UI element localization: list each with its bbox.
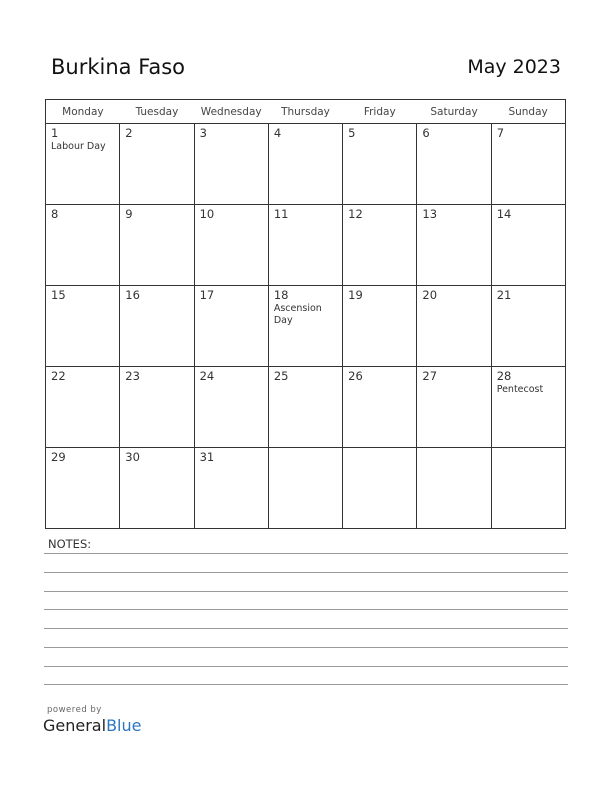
- day-cell: [268, 124, 342, 205]
- day-number: 19: [348, 288, 363, 302]
- day-cell: [417, 448, 491, 529]
- weekday-header: Friday: [343, 100, 417, 124]
- powered-by-text: powered by: [47, 705, 102, 715]
- day-number: 8: [51, 207, 59, 221]
- day-number: 10: [199, 207, 215, 221]
- calendar-week-row: [46, 367, 566, 448]
- day-number: 28: [496, 369, 512, 383]
- day-cell: [194, 286, 268, 367]
- day-number: 25: [273, 369, 289, 383]
- country-title: Burkina Faso: [51, 55, 186, 79]
- day-number: 5: [348, 126, 356, 140]
- day-cell: [491, 124, 565, 205]
- day-number: 22: [51, 369, 66, 383]
- day-cell: [46, 205, 120, 286]
- day-number: 27: [422, 369, 438, 383]
- month-title: May 2023: [467, 56, 561, 78]
- day-cell: [343, 448, 417, 529]
- notes-line: [44, 666, 568, 667]
- day-cell: [417, 286, 491, 367]
- day-cell: [491, 448, 565, 529]
- weekday-header: Monday: [46, 100, 120, 124]
- day-number: 2: [125, 126, 133, 140]
- day-number: 26: [348, 369, 363, 383]
- day-number: 20: [422, 288, 438, 302]
- day-number: 3: [199, 126, 207, 140]
- day-number: 7: [496, 126, 505, 140]
- weekday-header-row: [46, 100, 566, 124]
- weekday-header: Thursday: [268, 100, 342, 124]
- day-cell: [491, 367, 565, 448]
- day-cell: [120, 286, 194, 367]
- day-cell: [268, 448, 342, 529]
- day-number: 4: [273, 126, 282, 140]
- day-cell: [194, 205, 268, 286]
- day-cell: [417, 367, 491, 448]
- notes-line: [44, 609, 568, 610]
- day-cell: [343, 286, 417, 367]
- day-cell: [268, 205, 342, 286]
- day-number: 1: [51, 126, 59, 140]
- day-cell: [194, 448, 268, 529]
- day-cell: [268, 286, 342, 367]
- notes-line: [44, 647, 568, 648]
- day-number: 21: [496, 288, 512, 302]
- day-number: 14: [496, 207, 512, 221]
- holiday-label: Ascension Day: [273, 303, 322, 326]
- calendar-week-row: [46, 286, 566, 367]
- day-cell: [46, 124, 120, 205]
- day-number: 23: [125, 369, 140, 383]
- notes-line: [44, 684, 568, 685]
- day-cell: [194, 124, 268, 205]
- calendar-week-row: [46, 124, 566, 205]
- holiday-label: Labour Day: [51, 141, 106, 152]
- day-cell: [343, 367, 417, 448]
- day-number: 24: [199, 369, 215, 383]
- day-cell: [46, 286, 120, 367]
- notes-line: [44, 628, 568, 629]
- notes-line: [44, 553, 568, 554]
- day-number: 18: [273, 288, 289, 302]
- day-cell: [46, 448, 120, 529]
- generalblue-logo: [43, 716, 141, 735]
- notes-line: [44, 572, 568, 573]
- notes-label: NOTES:: [48, 537, 92, 551]
- day-cell: [491, 205, 565, 286]
- day-cell: [120, 367, 194, 448]
- day-cell: [46, 367, 120, 448]
- day-cell: [120, 448, 194, 529]
- calendar-grid: [45, 99, 566, 529]
- day-number: 29: [51, 450, 66, 464]
- weekday-header: Sunday: [491, 100, 565, 124]
- day-number: 16: [125, 288, 140, 302]
- day-number: 13: [422, 207, 438, 221]
- day-cell: [343, 124, 417, 205]
- brand-general: General: [43, 716, 107, 735]
- calendar-week-row: [46, 448, 566, 529]
- calendar-week-row: [46, 205, 566, 286]
- holiday-label: Pentecost: [496, 384, 544, 395]
- day-number: 12: [348, 207, 363, 221]
- day-cell: [417, 205, 491, 286]
- day-number: 15: [51, 288, 66, 302]
- day-number: 17: [199, 288, 215, 302]
- day-number: 30: [125, 450, 140, 464]
- day-cell: [417, 124, 491, 205]
- day-number: 6: [422, 126, 430, 140]
- day-number: 11: [273, 207, 289, 221]
- day-cell: [343, 205, 417, 286]
- day-cell: [194, 367, 268, 448]
- weekday-header: Wednesday: [194, 100, 268, 124]
- weekday-header: Saturday: [417, 100, 491, 124]
- day-cell: [120, 205, 194, 286]
- brand-blue: Blue: [106, 716, 142, 735]
- day-cell: [120, 124, 194, 205]
- day-cell: [491, 286, 565, 367]
- day-number: 9: [125, 207, 133, 221]
- day-number: 31: [199, 450, 215, 464]
- day-cell: [268, 367, 342, 448]
- notes-line: [44, 591, 568, 592]
- weekday-header: Tuesday: [120, 100, 194, 124]
